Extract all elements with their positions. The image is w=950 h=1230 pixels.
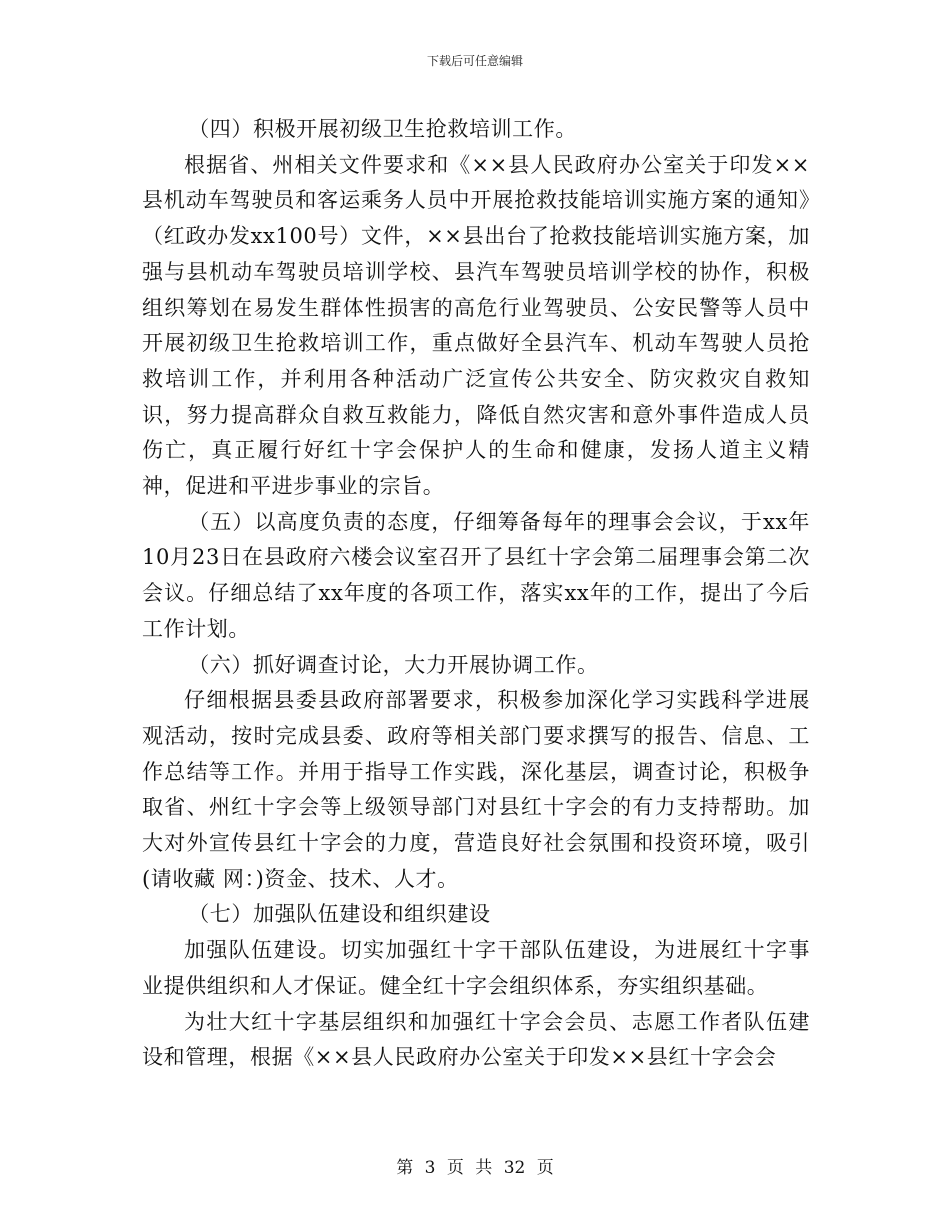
document-body — [142, 112, 810, 1076]
paragraph: 为壮大红十字基层组织和加强红十字会会员、志愿工作者队伍建设和管理，根据《××县人民政府办公室关于印发××县红十字会会 — [142, 1009, 810, 1070]
section-heading-4: （四）积极开展初级卫生抢救培训工作。 — [188, 117, 577, 141]
paragraph: 根据省、州相关文件要求和《××县人民政府办公室关于印发××县机动车驾驶员和客运乘务人员中开展抢救技能培训实施方案的通知》（红政办发xx100号）文件，××县出台了抢救技能培训实施方案，加强与县机动车驾驶员培训学校、县汽车驾驶员培训学校的协作，积极组织筹划在易发生群体性损害的高危行业驾驶员、公安民警等人员中开展初级卫生抢救培训工作，重点做好全县汽车、机动车驾驶人员抢救培训工作，并利用各种活动广泛宣传公共安全、防灾救灾自救知识，努力提高群众自救互救能力，降低自然灾害和意外事件造成人员伤亡，真正履行好红十字会保护人的生命和健康，发扬人道主义精神，促进和平进步事业的宗旨。 — [142, 152, 810, 499]
paragraph: 加强队伍建设。切实加强红十字干部队伍建设，为进展红十字事业提供组织和人才保证。健全红十字会组织体系，夯实组织基础。 — [142, 938, 810, 998]
page-footer: 第 3 页 共 32 页 — [396, 1158, 554, 1178]
section-heading-5: （五）以高度负责的态度，仔细筹备每年的理事会会议，于xx年10月23日在县政府六楼会议室召开了县红十字会第二届理事会第二次会议。仔细总结了xx年度的各项工作，落实xx年的工作，提出了今后工作计划。 — [142, 509, 810, 641]
section-heading-7: （七）加强队伍建设和组织建设 — [188, 902, 491, 927]
page-header: 下载后可任意编辑 — [426, 54, 523, 68]
paragraph: 仔细根据县委县政府部署要求，积极参加深化学习实践科学进展观活动，按时完成县委、政府等相关部门要求撰写的报告、信息、工作总结等工作。并用于指导工作实践，深化基层，调查讨论，积极争取省、州红十字会等上级领导部门对县红十字会的有力支持帮助。加大对外宣传县红十字会的力度，营造良好社会氛围和投资环境，吸引(请收藏 网：)资金、技术、人才。 — [142, 688, 810, 891]
section-heading-6: （六）抓好调查讨论，大力开展协调工作。 — [188, 652, 599, 677]
